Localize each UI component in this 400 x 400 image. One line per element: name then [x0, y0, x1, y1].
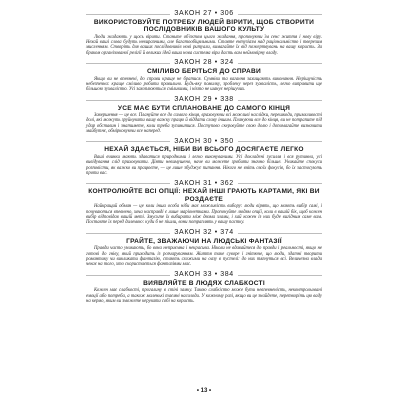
law-title: НЕХАЙ ЗДАЄТЬСЯ, НІБИ ВИ ВСЬОГО ДОСЯГАЄТЕ ЛЕГКО [104, 146, 304, 154]
law-heading [86, 138, 322, 146]
law-33 [86, 271, 322, 304]
law-title: УСЕ МАЄ БУТИ СПЛАНОВАНЕ ДО САМОГО КІНЦЯ [117, 104, 291, 112]
law-28 [86, 59, 322, 92]
law-title: СМІЛИВО БЕРІТЬСЯ ДО СПРАВИ [147, 67, 261, 75]
law-description: Якщо ви не впевнені, до справи краще не братися. Сумніви та вагання захищають виконання. Нерішучість небезпечна: краще сміливо робити правильно. Будь-яку помилку, зроблену через зухвалість, легко виправити ще більшою зухвалістю. Усі захоплюються сміливими, і ніхто не шанує нерішучих. [86, 76, 322, 93]
law-heading [86, 96, 322, 104]
law-number: ЗАКОН 32 • 374 [174, 229, 234, 237]
law-description: Люди жадають у щось вірити. Станьте об'єктом цього жадання, пропонуючи їм сенс життя і нову віру. Нехай ваші слова будуть невиразними, але багатообіцяльними. Ставте ентузіазм над раціональністю і тверезим мисленням. Створіть для ваших послідовників нові ритуали, вимагайте їх від пожертвувань на вашу користь. За браком організованої релігії й великих ідей ваша нова система віри дасть вам неймовірну владу. [86, 34, 322, 56]
law-description: Ваші вчинки мають здаватися природними і легко виконуваними. Усі докладені зусилля і вся рутинна, усі вивідування слід приховувати. Діяти невимушено, наче ви можете зробити значно більше. Уникайте спокуси розповісти, як важко ви працюєте, — це лише збуджує питання. Нікого не вчіть своїх фокусів, бо їх застосують проти вас. [86, 155, 322, 176]
law-number: ЗАКОН 33 • 384 [174, 271, 234, 279]
law-31 [86, 180, 322, 226]
law-heading [86, 229, 322, 237]
law-32 [86, 229, 322, 267]
law-heading [86, 59, 322, 67]
law-30 [86, 138, 322, 176]
book-page [86, 10, 322, 392]
law-title: КОНТРОЛЮЙТЕ ВСІ ОПЦІЇ: НЕХАЙ ІНШІ ГРАЮТЬ КАРТАМИ, ЯКІ ВИ РОЗДАЄТЕ [88, 188, 320, 203]
law-description: Кожен має слабкості, прогалину в стіні замку. Такою слабкістю може бути невпевненість, неконтрольовані емоції або потреба, а також маленькі таємні насолоди. У кожному разі, якщо ви це знайдете, перетворіть цю ваду на кермо, яким ви зможете керувати собі на користь. [86, 288, 322, 304]
law-title: ГРАЙТЕ, ЗВАЖАЮЧИ НА ЛЮДСЬКІ ФАНТАЗІЇ [126, 237, 282, 245]
law-heading [86, 271, 322, 279]
law-number: ЗАКОН 28 • 324 [174, 59, 234, 67]
page-number: • 13 • [196, 388, 212, 394]
law-title: ВИЯВЛЯЙТЕ В ЛЮДЯХ СЛАБКОСТІ [143, 279, 265, 287]
law-heading [86, 10, 322, 18]
law-number: ЗАКОН 27 • 306 [174, 10, 234, 17]
law-description: Правди часто уникають, бо вона неприємна і некрасива. Ніколи не вдавайтеся до правди і реальності, якщо не готові до гніву, який приходить із розчаруванням. Життя таке суворе і гнітюче, що люди, здатні творити романтику чи викликати фантазію, стають схожими на оазу в пустелі: до них тягнуться всі. Величезна влада чекає на того, хто скористається фантазіями мас. [86, 246, 322, 268]
law-description: Найкращий обман — це коли інша особа ніби має можливість вибору: люди вірять, що мають вибір самі, і почуваються впевнено, хоча насправді є лише маріонетками. Пропонуйте людям опції, коли в вашій бік, щоб кожен вибір відповідав вашій меті. Змусьте їх вибирати між двома злами, і хай кожен із них буде вигідним саме вам. Поставте їх перед дилемою: куди б не пішли, вони потраплять у вашу пастку. [86, 204, 322, 226]
law-27 [86, 10, 322, 56]
law-29 [86, 96, 322, 134]
law-heading [86, 180, 322, 188]
law-number: ЗАКОН 29 • 338 [174, 96, 234, 104]
law-description: Завершення — це все. Плануйте все до самого кінця, враховуючи всі можливі наслідки, перешкоди, примхливості долі, які можуть зруйнувати вашу важку працю й віддати славу іншим. Плануючи все до кінця, ви не потрапите під удар обставин і знатимете, коли треба зупинитися. Поступово скеровуйте свою долю і допомагайте визначити майбутнє, обмірковуючи все наперед. [86, 113, 322, 135]
law-number: ЗАКОН 30 • 350 [174, 137, 234, 145]
law-title: ВИКОРИСТОВУЙТЕ ПОТРЕБУ ЛЮДЕЙ ВІРИТИ, ЩОБ СТВОРИТИ ПОСЛІДОВНИКІВ ВАШОГО КУЛЬТУ [93, 18, 315, 34]
law-number: ЗАКОН 31 • 362 [174, 179, 234, 187]
